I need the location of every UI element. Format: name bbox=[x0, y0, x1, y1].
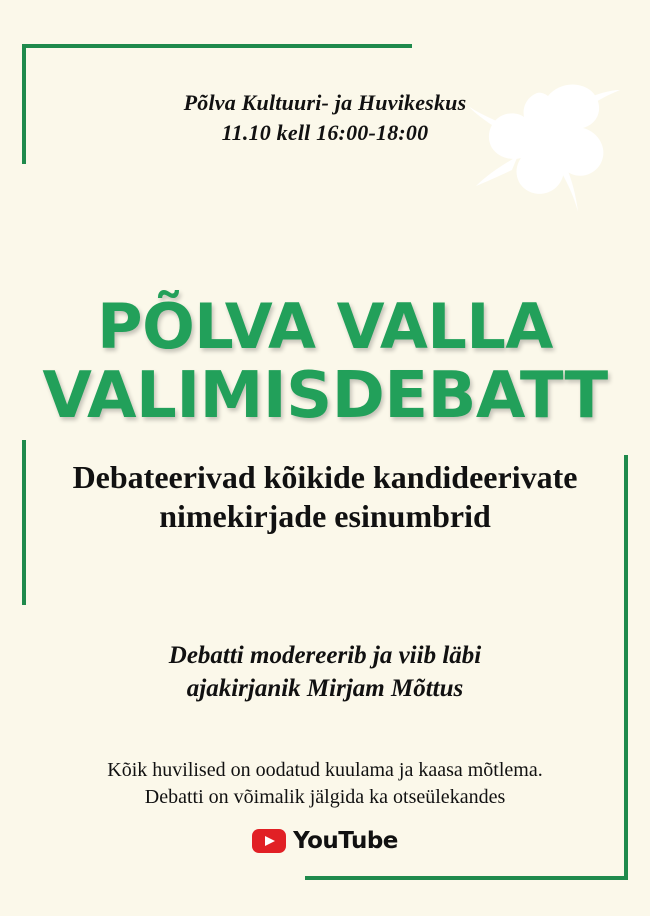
note-line-2: Debatti on võimalik jälgida ka otseülekandes bbox=[144, 786, 506, 808]
note-block bbox=[20, 757, 630, 811]
moderator-line-2: ajakirjanik Mirjam Mõttus bbox=[186, 674, 464, 702]
frame-line-right bbox=[624, 455, 628, 880]
venue-datetime: 11.10 kell 16:00-18:00 bbox=[221, 119, 429, 145]
venue-place: Põlva Kultuuri- ja Huvikeskus bbox=[183, 90, 467, 115]
title-line-1: PÕLVA VALLA bbox=[97, 289, 553, 363]
title-line-2: VALIMISDEBATT bbox=[42, 358, 608, 433]
moderator-line-1: Debatti modereerib ja viib läbi bbox=[168, 642, 482, 669]
frame-line-top bbox=[22, 44, 412, 48]
note-line-1: Kõik huvilised on oodatud kuulama ja kaasa mõtlema. bbox=[107, 759, 543, 781]
moderator-block bbox=[30, 640, 620, 705]
frame-line-bottom bbox=[305, 876, 628, 880]
youtube-play-icon bbox=[252, 829, 286, 853]
youtube-badge bbox=[0, 828, 650, 854]
page-title bbox=[0, 289, 650, 433]
frame-line-left-lower bbox=[22, 440, 26, 605]
subtitle-text: Debateerivad kõikide kandideerivate nimekirjade esinumbrid bbox=[72, 459, 578, 535]
venue-block bbox=[0, 88, 650, 147]
youtube-label: YouTube bbox=[293, 828, 398, 854]
